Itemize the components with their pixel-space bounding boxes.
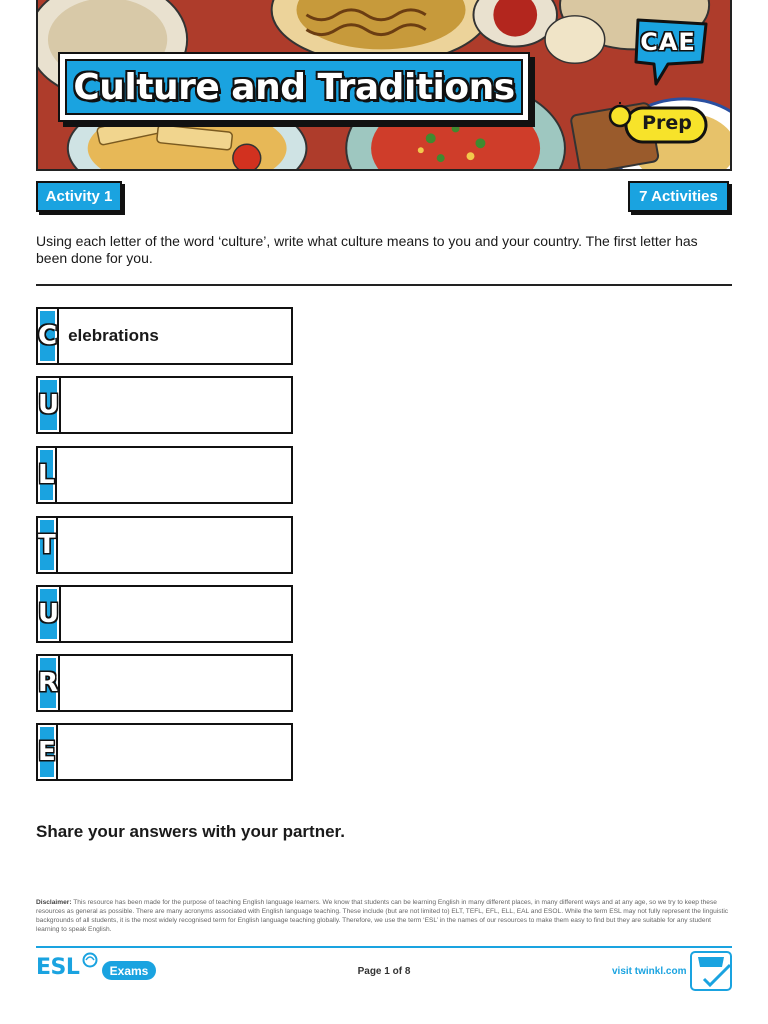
acrostic-row <box>36 654 293 712</box>
page-title: Culture and Traditions <box>73 66 515 108</box>
cae-badge <box>630 16 714 92</box>
answer-field[interactable] <box>61 378 297 432</box>
footer-divider <box>36 946 732 948</box>
acrostic-letter: U <box>38 599 60 629</box>
acrostic-letter: E <box>38 737 56 767</box>
disclaimer-text: This resource has been made for the purpose of teaching English language learners. We know that students can be learning English in many different places, in many different ways and at any age, so we try to keep these resources as general as possible. There are many acronyms associated with English language teaching. These include (but are not limited to) ELT, TEFL, EFL, ELL, EAL and ESOL. While the term ESL may not fully represent the linguistic backgrounds of all students, it is the most widely recognised term for English language teaching globally. Therefore, we use the term ‘ESL’ in the names of our resources to make them easy to find but they are suitable for any student learning to speak English. <box>36 899 729 933</box>
answer-field[interactable] <box>58 725 294 779</box>
prep-label: Prep <box>642 112 692 134</box>
divider <box>36 284 732 286</box>
acrostic-letter: T <box>38 530 56 560</box>
letter-cell <box>38 587 61 641</box>
acrostic-row <box>36 446 293 504</box>
acrostic-row <box>36 516 293 574</box>
letter-cell <box>38 725 58 779</box>
header-banner <box>36 0 732 171</box>
acrostic-row <box>36 723 293 781</box>
letter-cell <box>38 378 61 432</box>
acrostic-letter: R <box>38 668 59 698</box>
activity-label: Activity 1 <box>36 181 122 212</box>
acrostic-letter: C <box>38 321 58 351</box>
quality-standard-badge <box>690 951 734 993</box>
page-number: Page 1 of 8 <box>357 966 411 977</box>
cae-label: CAE <box>640 28 696 56</box>
title-box <box>58 52 530 122</box>
disclaimer-label: Disclaimer: <box>36 899 72 906</box>
acrostic-letter: U <box>38 390 60 420</box>
esl-logo-text: ESL <box>36 955 80 980</box>
letter-cell <box>38 448 57 502</box>
acrostic-letter: L <box>38 460 55 490</box>
quality-badge-icon <box>690 951 734 993</box>
acrostic-row <box>36 307 293 365</box>
acrostic-row <box>36 376 293 434</box>
exams-pill: Exams <box>102 961 156 980</box>
visit-link[interactable]: visit twinkl.com <box>612 966 687 977</box>
prep-badge <box>606 102 710 148</box>
answer-field[interactable] <box>61 587 297 641</box>
disclaimer <box>36 898 732 934</box>
letter-cell <box>38 656 60 710</box>
acrostic-row <box>36 585 293 643</box>
activity-count: 7 Activities <box>628 181 729 212</box>
answer-field[interactable] <box>60 656 296 710</box>
answer-field[interactable] <box>57 448 293 502</box>
instructions: Using each letter of the word ‘culture’, write what culture means to you and your country. The first letter has been done for you. <box>36 233 698 266</box>
share-prompt: Share your answers with your partner. <box>36 822 345 841</box>
letter-cell <box>38 309 59 363</box>
letter-cell <box>38 518 58 572</box>
answer-field[interactable] <box>58 518 294 572</box>
answer-field[interactable] <box>59 309 295 363</box>
